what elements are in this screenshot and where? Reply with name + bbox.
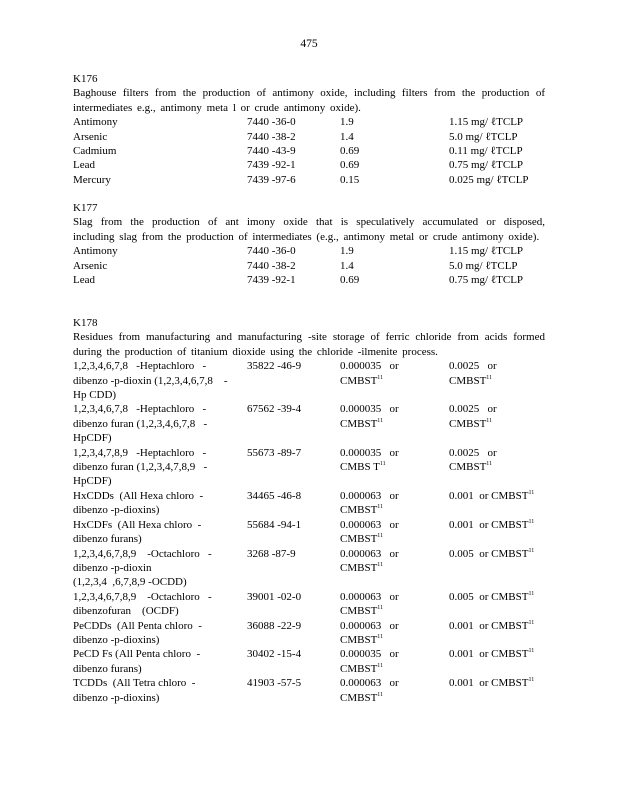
- cas-number: 3268 -87-9: [247, 547, 296, 560]
- table-row: [73, 158, 545, 172]
- wastewater-standard: 1.4: [340, 259, 354, 272]
- nonwastewater-value: 0.001 or CMBST: [449, 677, 529, 690]
- table-row: [73, 244, 545, 258]
- footnote-mark: 11: [377, 374, 384, 381]
- table-row: [73, 446, 545, 489]
- nonwastewater-value: 0.005 or CMBST: [449, 590, 529, 603]
- wastewater-standard: [340, 547, 399, 576]
- footnote-mark: 11: [377, 691, 384, 698]
- section-k176: [73, 72, 545, 187]
- footnote-mark: 11: [379, 461, 386, 468]
- table-row: [73, 547, 545, 590]
- constituent-name: Antimony: [73, 116, 118, 129]
- nonwastewater-value: 0.001 or CMBST: [449, 648, 529, 661]
- wastewater-value: 0.000063 or CMBST: [340, 677, 399, 704]
- constituent-name: HxCDDs (All Hexa chloro - dibenzo -p-dioxins): [73, 489, 204, 517]
- cas-number: 35822 -46-9: [247, 360, 302, 373]
- wastewater-value: 0.000063 or CMBST: [340, 547, 399, 574]
- wastewater-standard: [340, 359, 399, 388]
- table-row: [73, 130, 545, 144]
- constituent-name: Cadmium: [73, 145, 117, 157]
- wastewater-standard: [340, 402, 399, 431]
- nonwastewater-standard: 0.75 mg/ ℓTCLP: [449, 274, 524, 286]
- page-number: 475: [300, 38, 318, 50]
- constituent-table: [73, 244, 545, 287]
- wastewater-value: 0.000035 or CMBST: [340, 403, 399, 430]
- footnote-mark: 11: [528, 547, 535, 554]
- wastewater-value: 0.000035 or CMBST: [340, 360, 399, 387]
- footnote-mark: 11: [528, 489, 535, 496]
- cas-number: 55673 -89-7: [247, 446, 302, 459]
- nonwastewater-value: 0.0025 or CMBST: [449, 446, 497, 474]
- wastewater-standard: [340, 619, 399, 648]
- waste-code: K177: [73, 202, 98, 214]
- wastewater-value: 0.000063 or CMBST: [340, 489, 399, 517]
- nonwastewater-standard: [449, 518, 534, 532]
- wastewater-standard: [340, 446, 399, 475]
- waste-description: Residues from manufacturing and manufacturing -site storage of ferric chloride from acids formed during the production of titanium dioxide using the chloride -ilmenite process.: [73, 331, 545, 358]
- nonwastewater-value: 0.0025 or CMBST: [449, 403, 497, 430]
- nonwastewater-value: 0.001 or CMBST: [449, 489, 529, 502]
- nonwastewater-standard: [449, 676, 534, 690]
- nonwastewater-value: 0.001 or CMBST: [449, 619, 529, 632]
- table-row: [73, 144, 545, 158]
- footnote-mark: 11: [528, 619, 535, 626]
- wastewater-standard: 0.69: [340, 159, 360, 172]
- footnote-mark: 11: [528, 648, 535, 655]
- cas-number: 55684 -94-1: [247, 518, 302, 531]
- footnote-mark: 11: [486, 417, 493, 424]
- nonwastewater-standard: [449, 619, 534, 633]
- constituent-table: [73, 115, 545, 187]
- nonwastewater-standard: 5.0 mg/ ℓTCLP: [449, 130, 518, 143]
- footnote-mark: 11: [486, 374, 493, 381]
- constituent-name: 1,2,3,4,6,7,8,9 -Octachloro - dibenzofuran (OCDF): [73, 590, 212, 618]
- footnote-mark: 11: [377, 633, 384, 640]
- nonwastewater-standard: [449, 446, 497, 475]
- cas-number: 7440 -43-9: [247, 145, 296, 157]
- footnote-mark: 11: [528, 677, 535, 684]
- constituent-name: 1,2,3,4,6,7,8 -Heptachloro - dibenzo furan (1,2,3,4,6,7,8 - HpCDF): [73, 403, 208, 445]
- wastewater-value: 0.000035 or CMBST: [340, 648, 399, 675]
- table-row: [73, 489, 545, 518]
- constituent-name: Antimony: [73, 245, 118, 258]
- table-row: [73, 402, 545, 445]
- table-row: [73, 518, 545, 547]
- footnote-mark: 11: [528, 590, 535, 597]
- footnote-mark: 11: [377, 605, 384, 612]
- wastewater-standard: 0.15: [340, 173, 360, 186]
- constituent-name: 1,2,3,4,6,7,8 -Heptachloro - dibenzo -p-dioxin (1,2,3,4,6,7,8 - Hp CDD): [73, 360, 228, 402]
- wastewater-value: 0.000063 or CMBST: [340, 590, 399, 618]
- constituent-name: 1,2,3,4,7,8,9 -Heptachloro - dibenzo furan (1,2,3,4,7,8,9 - HpCDF): [73, 446, 208, 488]
- table-row: [73, 647, 545, 676]
- table-row: [73, 590, 545, 619]
- nonwastewater-standard: 1.15 mg/ ℓTCLP: [449, 245, 524, 258]
- constituent-table: [73, 359, 545, 705]
- wastewater-standard: 0.69: [340, 145, 360, 157]
- waste-code: K176: [73, 73, 98, 85]
- table-row: [73, 359, 545, 402]
- wastewater-standard: [340, 518, 399, 547]
- wastewater-standard: 0.69: [340, 274, 360, 286]
- wastewater-standard: [340, 676, 399, 705]
- table-row: [73, 259, 545, 273]
- nonwastewater-standard: [449, 359, 497, 388]
- nonwastewater-standard: [449, 489, 534, 503]
- cas-number: 30402 -15-4: [247, 648, 302, 661]
- constituent-name: TCDDs (All Tetra chloro - dibenzo -p-dioxins): [73, 677, 196, 704]
- cas-number: 7440 -38-2: [247, 130, 296, 143]
- footnote-mark: 11: [377, 662, 384, 669]
- wastewater-value: 0.000063 or CMBST: [340, 619, 399, 646]
- cas-number: 7440 -36-0: [247, 116, 296, 129]
- table-row: [73, 676, 545, 705]
- nonwastewater-standard: 0.11 mg/ ℓTCLP: [449, 145, 523, 157]
- wastewater-standard: 1.4: [340, 130, 354, 143]
- constituent-name: Arsenic: [73, 259, 108, 272]
- constituent-name: Lead: [73, 159, 95, 172]
- nonwastewater-standard: 0.025 mg/ ℓTCLP: [449, 173, 529, 186]
- wastewater-standard: 1.9: [340, 245, 354, 258]
- wastewater-standard: [340, 489, 399, 518]
- footnote-mark: 11: [377, 504, 384, 511]
- constituent-name: 1,2,3,4,6,7,8,9 -Octachloro - dibenzo -p-dioxin (1,2,3,4 ,6,7,8,9 -OCDD): [73, 547, 212, 589]
- section-k178: [73, 316, 545, 705]
- nonwastewater-value: 0.0025 or CMBST: [449, 360, 497, 387]
- wastewater-standard: [340, 590, 399, 619]
- footnote-mark: 11: [377, 417, 384, 424]
- table-row: [73, 115, 545, 129]
- table-row: [73, 273, 545, 287]
- nonwastewater-standard: 5.0 mg/ ℓTCLP: [449, 259, 518, 272]
- nonwastewater-standard: [449, 590, 534, 604]
- nonwastewater-standard: [449, 402, 497, 431]
- constituent-name: PeCD Fs (All Penta chloro - dibenzo furans): [73, 648, 201, 675]
- constituent-name: HxCDFs (All Hexa chloro - dibenzo furans): [73, 518, 202, 546]
- wastewater-value: 0.000035 or CMBS T: [340, 446, 399, 474]
- cas-number: 36088 -22-9: [247, 619, 302, 632]
- wastewater-standard: 1.9: [340, 116, 354, 129]
- nonwastewater-standard: 0.75 mg/ ℓTCLP: [449, 159, 524, 172]
- cas-number: 7439 -92-1: [247, 159, 296, 172]
- constituent-name: Mercury: [73, 173, 111, 186]
- nonwastewater-standard: 1.15 mg/ ℓTCLP: [449, 116, 524, 129]
- wastewater-standard: [340, 647, 399, 676]
- waste-description: Baghouse filters from the production of antimony oxide, including filters from the production of intermediates e.g., antimony meta l or crude antimony oxide).: [73, 87, 545, 114]
- cas-number: 39001 -02-0: [247, 590, 302, 603]
- waste-description: Slag from the production of ant imony oxide that is speculatively accumulated or disposed, including slag from the production of intermediates (e.g., antimony metal or crude antimony oxide).: [73, 216, 545, 243]
- constituent-name: Arsenic: [73, 130, 108, 143]
- cas-number: 67562 -39-4: [247, 403, 302, 416]
- cas-number: 34465 -46-8: [247, 489, 302, 502]
- footnote-mark: 11: [377, 533, 384, 540]
- cas-number: 7440 -36-0: [247, 245, 296, 258]
- constituent-name: Lead: [73, 274, 95, 286]
- footnote-mark: 11: [377, 561, 384, 568]
- footnote-mark: 11: [486, 461, 493, 468]
- wastewater-value: 0.000063 or CMBST: [340, 518, 399, 546]
- table-row: [73, 619, 545, 648]
- cas-number: 41903 -57-5: [247, 677, 302, 690]
- cas-number: 7439 -92-1: [247, 274, 296, 286]
- nonwastewater-value: 0.005 or CMBST: [449, 547, 529, 560]
- constituent-name: PeCDDs (All Penta chloro - dibenzo -p-dioxins): [73, 619, 202, 646]
- cas-number: 7439 -97-6: [247, 173, 296, 186]
- nonwastewater-standard: [449, 547, 534, 561]
- cas-number: 7440 -38-2: [247, 259, 296, 272]
- table-row: [73, 173, 545, 187]
- nonwastewater-value: 0.001 or CMBST: [449, 518, 529, 531]
- footnote-mark: 11: [528, 518, 535, 525]
- waste-code: K178: [73, 317, 98, 329]
- section-k177: [73, 201, 545, 287]
- nonwastewater-standard: [449, 647, 534, 661]
